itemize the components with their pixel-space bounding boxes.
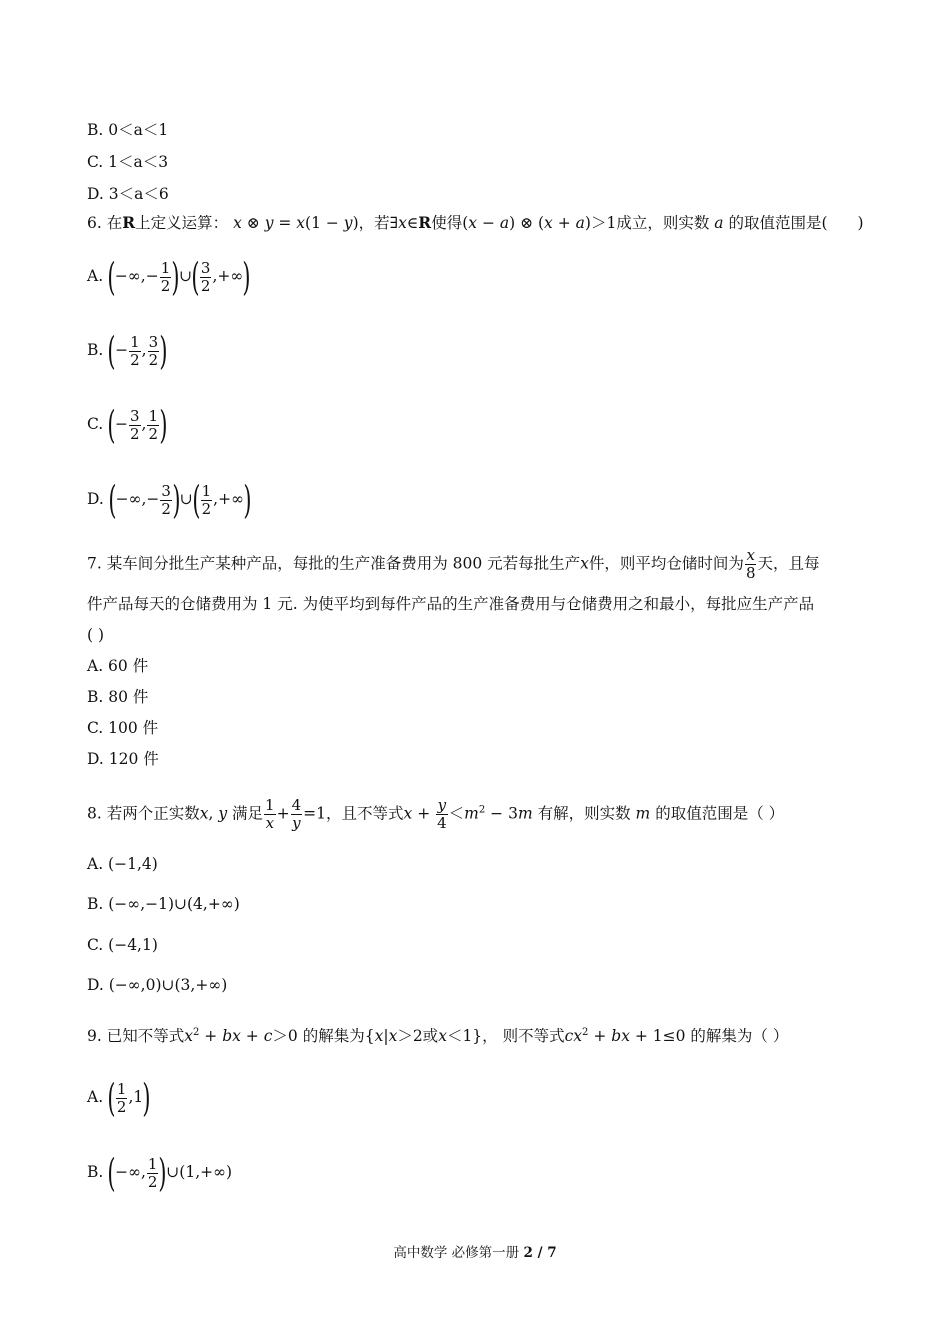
q7-option-a: A. 60 件: [87, 657, 149, 675]
page-footer: [0, 1244, 950, 1262]
q5-option-c: C. 1＜a＜3: [87, 153, 169, 171]
q7-option-d: D. 120 件: [87, 750, 159, 768]
q8-option-c: C. (−4,1): [87, 936, 158, 954]
q8-option-b: B. (−∞,−1)∪(4,+∞): [87, 895, 240, 913]
q9-option-b: B. (−∞, $\frac{1}{2}$ )∪(1,+∞): [87, 1151, 233, 1195]
q7-stem-line1: 7. 某车间分批生产某种产品，每批的生产准备费用为 800 元若每批生产x件，则平均仓储时间为 $\frac{x}{8}$ 天，且每: [87, 546, 820, 582]
q5-option-b: B. 0＜a＜1: [87, 121, 169, 139]
q8-option-d: D. (−∞,0)∪(3,+∞): [87, 976, 228, 994]
q5-option-d: D. 3＜a＜6: [87, 185, 169, 203]
q6-option-b: B. (− $\frac{1}{2}$ , $\frac{3}{2}$ ): [87, 329, 168, 373]
q8-stem: 8. 若两个正实数x, y 满足 $\frac{1}{x}$ + $\frac{4}{y}$ =1，且不等式x + $\frac{y}{4}$ $<m^2 - 3m$ 有解，则实数 m 的取值范围是（ ）: [87, 796, 785, 832]
q6-option-c: C. (− $\frac{3}{2}$ , $\frac{1}{2}$ ): [87, 403, 168, 447]
q7-stem-line3: ( ): [87, 626, 105, 644]
q7-stem-line2: 件产品每天的仓储费用为 1 元. 为使平均到每件产品的生产准备费用与仓储费用之和最小，每批应生产产品: [87, 595, 815, 613]
page-number: 2 / 7: [523, 1245, 557, 1261]
q9-stem: 9. 已知不等式$x^2$ + bx + c＞0 的解集为{x|x＞2或x＜1}， 则不等式$cx^2$ + bx + 1≤0 的解集为（ ）: [87, 1026, 789, 1045]
q6-option-a: A. (−∞,− $\frac{1}{2}$ )∪( $\frac{3}{2}$ ,+∞): [87, 255, 251, 299]
footer-title: 高中数学 必修第一册: [393, 1245, 524, 1261]
q6-stem: 6. 在R上定义运算： x ⊗ y = x(1 − y)，若∃x∈R使得(x − a) ⊗ (x + a)＞1成立，则实数 a 的取值范围是( ): [87, 213, 864, 232]
q6-option-d: D. (−∞,− $\frac{3}{2}$ )∪( $\frac{1}{2}$ ,+∞): [87, 478, 252, 522]
q8-option-a: A. (−1,4): [87, 855, 158, 873]
q7-option-b: B. 80 件: [87, 688, 149, 706]
q7-option-c: C. 100 件: [87, 719, 159, 737]
q9-option-a: A. ( $\frac{1}{2}$ ,1): [87, 1076, 151, 1120]
